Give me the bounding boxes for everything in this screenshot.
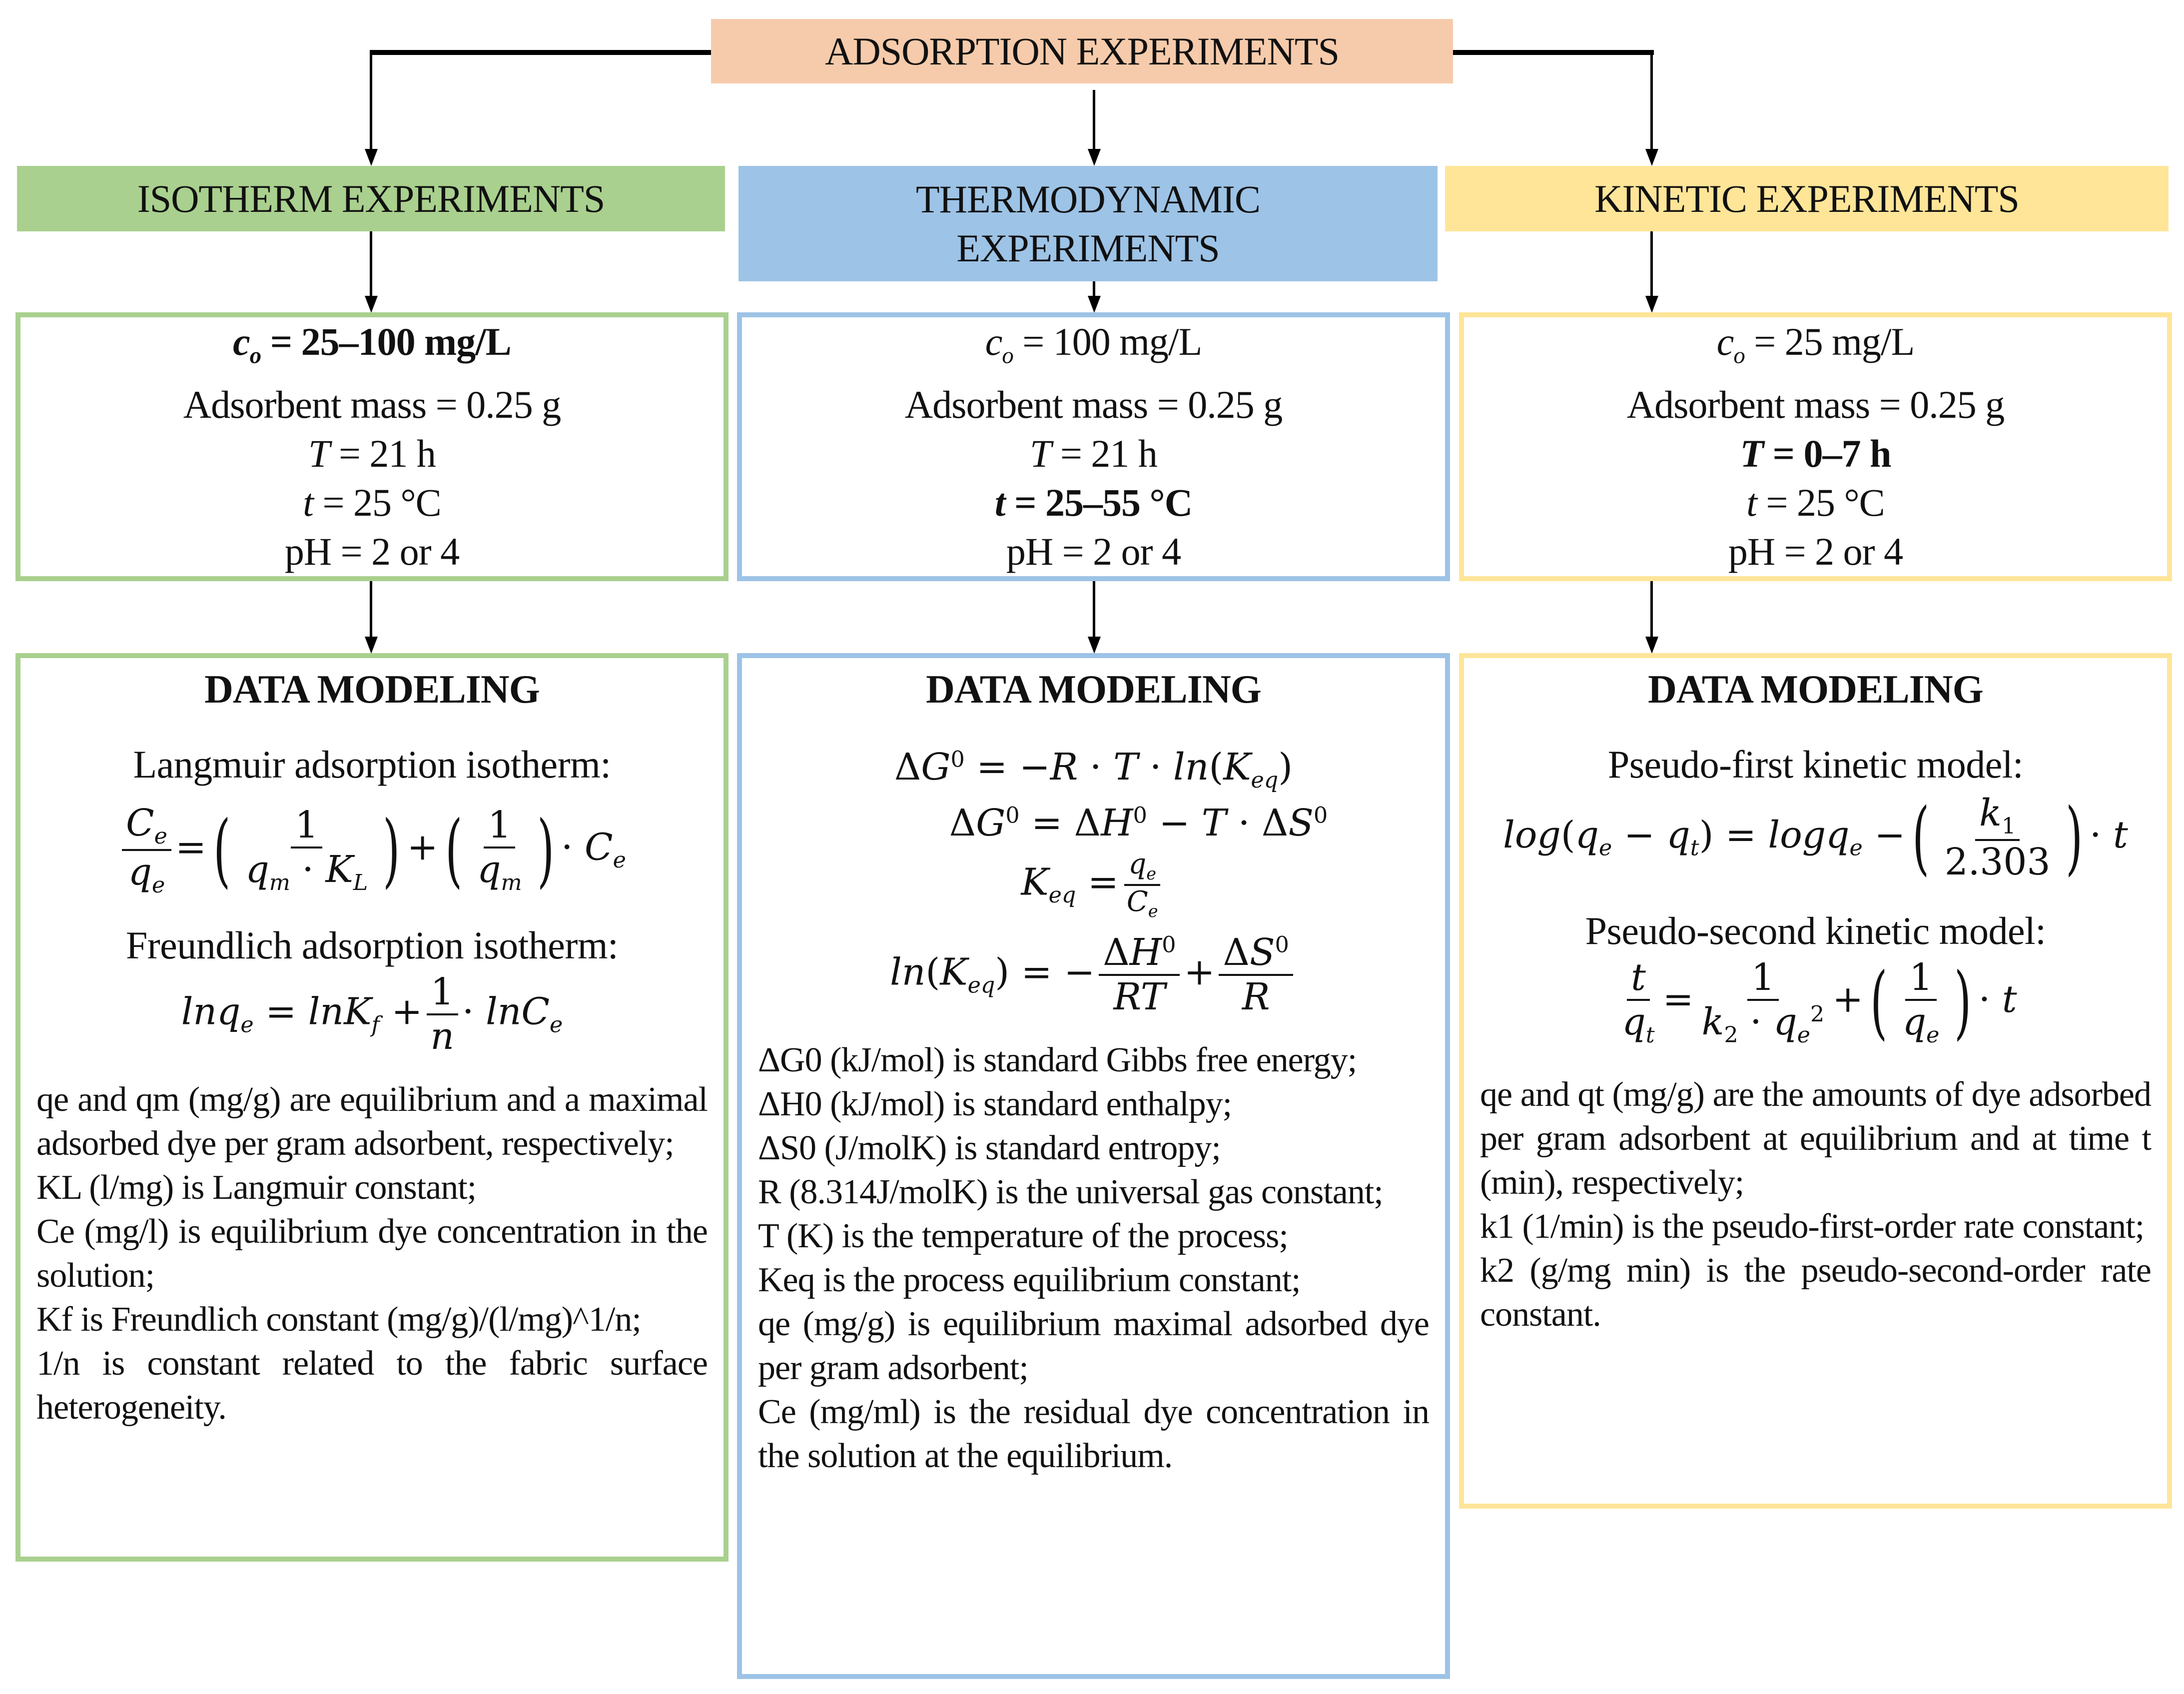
connector-kinetic-header-params bbox=[1650, 231, 1653, 296]
modeling-box-thermodynamic bbox=[737, 653, 1450, 1679]
description-item: KL (l/mg) is Langmuir constant; bbox=[36, 1168, 477, 1207]
param-initial-concentration: $c_o = 25-100$ mg/L bbox=[233, 320, 511, 369]
description-item: k1 (1/min) is the pseudo-first-order rate constant; bbox=[1480, 1207, 2145, 1246]
equation-van-t-hoff: $\ln(K_{eq})$ = − $\frac{\Delta H^0}{RT}$ + $\frac{\Delta S^0}{R}$ bbox=[742, 931, 1445, 1018]
connector-root-right-horizontal bbox=[1453, 50, 1654, 55]
modeling-title: DATA MODELING bbox=[926, 668, 1261, 712]
connector-isotherm-params-modeling bbox=[370, 581, 372, 637]
connector-root-left-vertical bbox=[370, 50, 372, 150]
description-item: qe (mg/g) is equilibrium maximal adsorbed dye per gram adsorbent; bbox=[758, 1304, 1429, 1387]
arrow-down-icon bbox=[1088, 149, 1101, 166]
equation-pseudo-second: $\frac{t}{q_t}$ = $\frac{1}{k_2 \cdot q_e^2}$ +( $\frac{1}{q_e}$ ) · t bbox=[1622, 955, 2017, 1049]
description-item: Keq is the process equilibrium constant; bbox=[758, 1260, 1301, 1299]
param-temperature: t = 25–55 °C bbox=[994, 480, 1193, 524]
root-node-label: ADSORPTION EXPERIMENTS bbox=[825, 29, 1339, 73]
description-item: Kf is Freundlich constant (mg/g)/(l/mg)^1/n; bbox=[36, 1300, 641, 1339]
param-ph: pH = 2 or 4 bbox=[284, 529, 460, 573]
param-contact-time: T = 21 h bbox=[1030, 431, 1157, 475]
description-item: qe and qt (mg/g) are the amounts of dye adsorbed per gram adsorbent at equilibrium and at time t (min), respectively; bbox=[1480, 1075, 2151, 1202]
equation-gibbs-keq: $\Delta G^0 = -R \cdot T \cdot \ln(K_{eq})$ bbox=[894, 746, 1293, 793]
equation-freundlich: lnq$_e$ = lnK$_f$ + $\frac{1}{n}$ · lnC$_e$ bbox=[181, 970, 563, 1058]
params-box-thermodynamic bbox=[737, 312, 1450, 581]
modeling-box-kinetic bbox=[1459, 653, 2172, 1509]
arrow-down-icon bbox=[365, 296, 378, 313]
arrow-down-icon bbox=[365, 637, 378, 654]
connector-kinetic-params-modeling bbox=[1650, 581, 1653, 637]
param-contact-time: T = 0–7 h bbox=[1740, 431, 1891, 475]
header-label: ISOTHERM EXPERIMENTS bbox=[137, 176, 605, 220]
arrow-down-icon bbox=[1645, 637, 1658, 654]
header-isotherm-experiments bbox=[17, 166, 725, 231]
description-item: ΔS0 (J/molK) is standard entropy; bbox=[758, 1128, 1221, 1167]
arrow-down-icon bbox=[1088, 296, 1101, 313]
description-item: Ce (mg/l) is equilibrium dye concentration in the solution; bbox=[36, 1212, 708, 1295]
description-item: ΔH0 (kJ/mol) is standard enthalpy; bbox=[758, 1084, 1232, 1123]
variable-descriptions bbox=[1464, 1073, 2167, 1337]
param-temperature: t = 25 °C bbox=[303, 480, 441, 524]
connector-root-center-vertical bbox=[1093, 90, 1095, 150]
param-contact-time: T = 21 h bbox=[308, 431, 436, 475]
variable-descriptions bbox=[742, 1038, 1445, 1478]
description-item: 1/n is constant related to the fabric surface heterogeneity. bbox=[36, 1344, 708, 1427]
param-ph: pH = 2 or 4 bbox=[1728, 529, 1903, 573]
arrow-down-icon bbox=[1645, 296, 1658, 313]
param-adsorbent-mass: Adsorbent mass = 0.25 g bbox=[904, 382, 1283, 426]
equation-keq: $K_{eq}$ = $\frac{q_e}{C_e}$ bbox=[742, 848, 1445, 921]
header-kinetic-experiments bbox=[1445, 166, 2169, 231]
model-name-pseudo-second: Pseudo-second kinetic model: bbox=[1585, 908, 2046, 952]
header-label: KINETIC EXPERIMENTS bbox=[1594, 176, 2019, 220]
connector-thermo-params-modeling bbox=[1093, 581, 1095, 637]
variable-descriptions bbox=[20, 1078, 724, 1430]
param-initial-concentration: $c_o = 100$ mg/L bbox=[985, 320, 1202, 369]
header-label-line-1: THERMODYNAMIC bbox=[916, 177, 1260, 221]
param-ph: pH = 2 or 4 bbox=[1006, 529, 1181, 573]
param-temperature: t = 25 °C bbox=[1746, 480, 1885, 524]
arrow-down-icon bbox=[365, 149, 378, 166]
model-name-pseudo-first: Pseudo-first kinetic model: bbox=[1607, 743, 2024, 786]
connector-thermo-header-params bbox=[1093, 281, 1095, 296]
header-label-line-2: EXPERIMENTS bbox=[956, 226, 1220, 270]
arrow-down-icon bbox=[1088, 637, 1101, 654]
modeling-title: DATA MODELING bbox=[204, 668, 540, 712]
connector-isotherm-header-params bbox=[370, 231, 372, 296]
model-name-freundlich: Freundlich adsorption isotherm: bbox=[125, 923, 619, 967]
modeling-title: DATA MODELING bbox=[1648, 668, 1983, 712]
description-item: Ce (mg/ml) is the residual dye concentration in the solution at the equilibrium. bbox=[758, 1392, 1429, 1475]
params-box-kinetic bbox=[1459, 312, 2172, 581]
description-item: qe and qm (mg/g) are equilibrium and a maximal adsorbed dye per gram adsorbent, respectively; bbox=[36, 1080, 708, 1163]
connector-root-left-horizontal bbox=[371, 50, 711, 55]
equation-pseudo-first: $\log(q_e - q_t) = \log q_e$ −( $\frac{k_1}{2.303}$ ) · t bbox=[1503, 791, 2128, 884]
connector-root-right-vertical bbox=[1650, 50, 1653, 150]
param-adsorbent-mass: Adsorbent mass = 0.25 g bbox=[1626, 382, 2005, 426]
description-item: k2 (g/mg min) is the pseudo-second-order rate constant. bbox=[1480, 1251, 2151, 1334]
arrow-down-icon bbox=[1645, 149, 1658, 166]
header-thermodynamic-experiments bbox=[738, 166, 1438, 281]
modeling-box-isotherm bbox=[15, 653, 728, 1562]
equation-langmuir: $\frac{C_e}{q_e}$ =( $\frac{1}{q_m \cdot K_L}$ ) +( $\frac{1}{q_m}$ ) · $C_e$ bbox=[20, 802, 724, 898]
description-item: ΔG0 (kJ/mol) is standard Gibbs free energy; bbox=[758, 1040, 1357, 1079]
description-item: R (8.314J/molK) is the universal gas constant; bbox=[758, 1172, 1383, 1211]
root-node-adsorption-experiments bbox=[711, 19, 1453, 83]
param-initial-concentration: $c_o = 25$ mg/L bbox=[1716, 320, 1915, 369]
model-name-langmuir: Langmuir adsorption isotherm: bbox=[133, 743, 611, 786]
param-adsorbent-mass: Adsorbent mass = 0.25 g bbox=[183, 382, 561, 426]
params-box-isotherm bbox=[15, 312, 728, 581]
equation-gibbs-enthalpy-entropy: $\Delta G^0 = \Delta H^0 - T \cdot \Delta S^0$ bbox=[949, 801, 1328, 845]
description-item: T (K) is the temperature of the process; bbox=[758, 1216, 1288, 1255]
